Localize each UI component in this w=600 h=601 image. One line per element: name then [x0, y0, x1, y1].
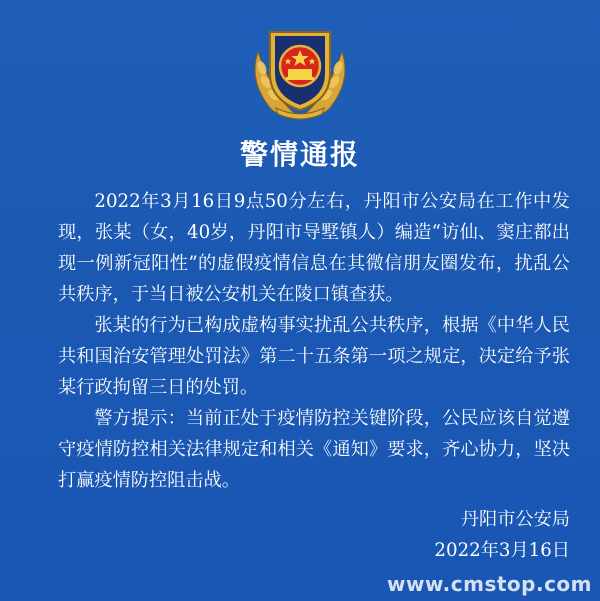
police-emblem-icon	[244, 22, 356, 122]
notice-paragraph: 2022年3月16日9点50分左右，丹阳市公安局在工作中发现，张某（女，40岁，丹阳市导墅镇人）编造“访仙、窦庄都出现一例新冠阳性”的虚假疫情信息在其微信朋友圈发布，扰乱公共秩序，于当日被公安机关在陵口镇查获。	[58, 191, 570, 305]
notice-paragraph: 警方提示：当前正处于疫情防控关键阶段，公民应该自觉遵守疫情防控相关法律规定和相关《通知》要求，齐心协力，坚决打赢疫情防控阻击战。	[58, 408, 570, 491]
notice-paragraph: 张某的行为已构成虚构事实扰乱公共秩序，根据《中华人民共和国治安管理处罚法》第二十五条第一项之规定，决定给予张某行政拘留三日的处罚。	[58, 315, 570, 398]
notice-signature-block	[434, 504, 570, 566]
issue-date: 2022年3月16日	[434, 540, 570, 561]
issuer-name: 丹阳市公安局	[460, 509, 570, 530]
notice-body	[58, 186, 570, 496]
notice-title: 警情通报	[239, 138, 360, 171]
watermark: www.cmstop.com	[387, 572, 592, 596]
